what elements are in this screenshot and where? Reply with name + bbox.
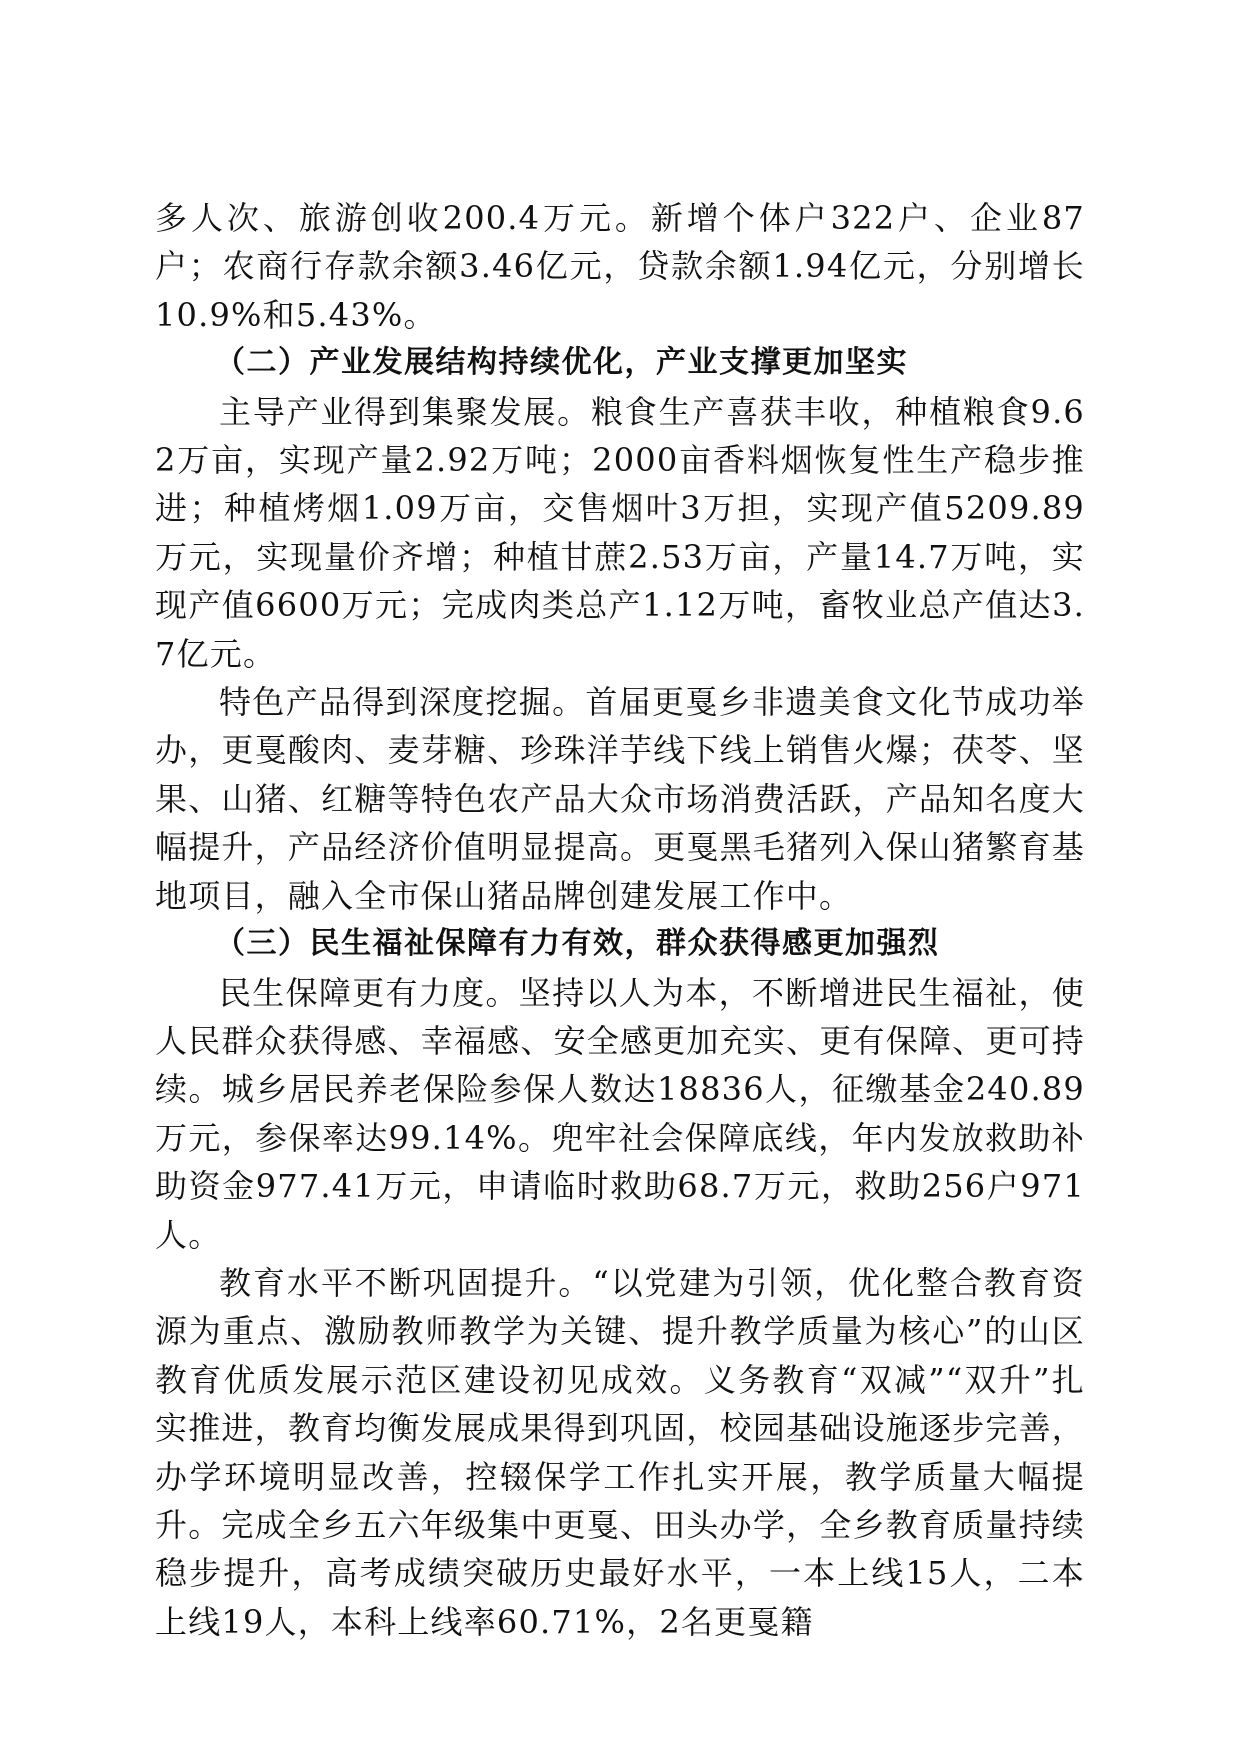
section-heading-livelihood: （三）民生福祉保障有力有效，群众获得感更加强烈 — [215, 926, 940, 962]
paragraph-social-security: 民生保障更有力度。坚持以人为本，不断增进民生福祉，使人民群众获得感、幸福感、安全感更加充实、更有保障、更可持续。城乡居民养老保险参保人数达18836人，征缴基金240.89万元，参保率达99.14%。兜牢社会保障底线，年内发放救助补助资金977.41万元，申请临时救助68.7万元，救助256户971人。 — [155, 973, 1085, 1254]
paragraph-leading-industry: 主导产业得到集聚发展。粮食生产喜获丰收，种植粮食9.62万亩，实现产量2.92万吨；2000亩香料烟恢复性生产稳步推进；种植烤烟1.09万亩，交售烟叶3万担，实现产值5209.89万元，实现量价齐增；种植甘蔗2.53万亩，产量14.7万吨，实现产值6600万元；完成肉类总产1.12万吨，畜牧业总产值达3.7亿元。 — [155, 392, 1085, 673]
paragraph-specialty-products: 特色产品得到深度挖掘。首届更戛乡非遗美食文化节成功举办，更戛酸肉、麦芽糖、珍珠洋芋线下线上销售火爆；茯苓、坚果、山猪、红糖等特色农产品大众市场消费活跃，产品知名度大幅提升，产品经济价值明显提高。更戛黑毛猪列入保山猪繁育基地项目，融入全市保山猪品牌创建发展工作中。 — [155, 683, 1085, 915]
paragraph-continuation: 多人次、旅游创收200.4万元。新增个体户322户、企业87户；农商行存款余额3.46亿元，贷款余额1.94亿元，分别增长10.9%和5.43%。 — [155, 199, 1085, 334]
paragraph-education: 教育水平不断巩固提升。“以党建为引领，优化整合教育资源为重点、激励教师教学为关键、提升教学质量为核心”的山区教育优质发展示范区建设初见成效。义务教育“双减”“双升”扎实推进，教育均衡发展成果得到巩固，校园基础设施逐步完善，办学环境明显改善，控辍保学工作扎实开展，教学质量大幅提升。完成全乡五六年级集中更戛、田头办学，全乡教育质量持续稳步提升，高考成绩突破历史最好水平，一本上线15人，二本上线19人，本科上线率60.71%，2名更戛籍 — [155, 1263, 1085, 1641]
section-heading-industry: （二）产业发展结构持续优化，产业支撑更加坚实 — [215, 345, 908, 381]
document-body — [155, 194, 1085, 1646]
